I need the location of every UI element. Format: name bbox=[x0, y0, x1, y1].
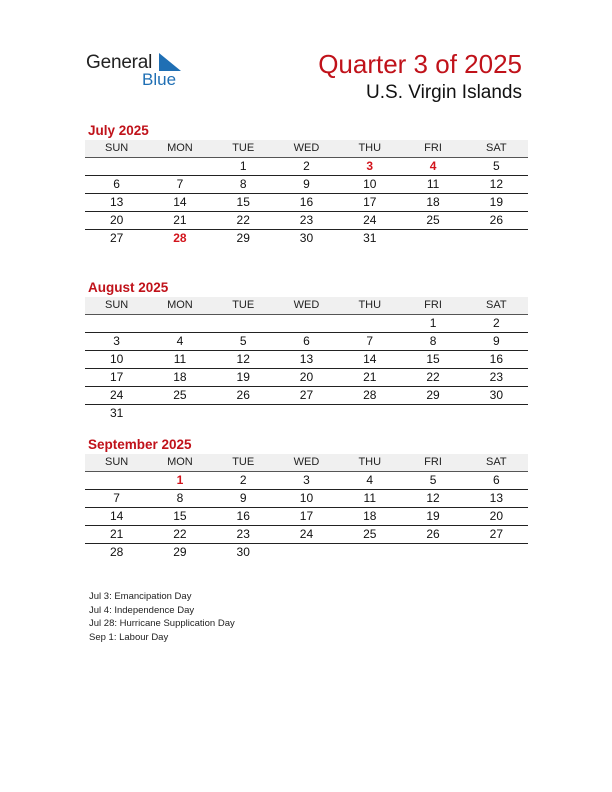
day-cell: 29 bbox=[236, 231, 250, 245]
day-cell: 6 bbox=[492, 473, 500, 487]
empty-day-cell bbox=[275, 315, 338, 332]
day-cell: 22 bbox=[173, 527, 187, 541]
day-cell: 17 bbox=[109, 370, 124, 384]
day-cell: 5 bbox=[239, 334, 247, 348]
day-cell: 7 bbox=[366, 334, 374, 348]
day-cell: 5 bbox=[492, 159, 500, 173]
day-cell: 16 bbox=[236, 509, 250, 523]
day-cell: 24 bbox=[299, 527, 314, 541]
day-cell: 25 bbox=[363, 527, 377, 541]
empty-day-cell bbox=[148, 315, 211, 332]
month-calendar-september bbox=[85, 436, 528, 561]
logo-triangle-icon bbox=[159, 53, 181, 71]
month-calendar-july bbox=[85, 122, 528, 247]
day-cell: 16 bbox=[299, 195, 314, 209]
weekday-label: FRI bbox=[424, 142, 442, 154]
day-cell: 13 bbox=[299, 352, 314, 366]
day-cell: 5 bbox=[429, 473, 437, 487]
day-cell: 21 bbox=[173, 213, 187, 227]
page-title: Quarter 3 of 2025 bbox=[318, 49, 522, 79]
day-cell: 11 bbox=[363, 491, 376, 505]
day-cell: 24 bbox=[109, 388, 124, 402]
empty-day-cell bbox=[401, 230, 464, 247]
weekday-label: TUE bbox=[232, 142, 255, 154]
day-cell: 12 bbox=[489, 177, 503, 191]
day-cell: 20 bbox=[489, 509, 503, 523]
day-cell: 12 bbox=[426, 491, 440, 505]
day-cell: 20 bbox=[299, 370, 314, 384]
day-cell: 3 bbox=[113, 334, 120, 348]
weekday-label: SUN bbox=[105, 142, 129, 154]
day-cell: 22 bbox=[426, 370, 440, 384]
weekday-label: WED bbox=[293, 142, 320, 154]
month-title: July 2025 bbox=[88, 123, 149, 138]
holiday-day-cell: 1 bbox=[176, 473, 184, 487]
empty-day-cell bbox=[465, 230, 528, 247]
day-cell: 22 bbox=[236, 213, 250, 227]
day-cell: 29 bbox=[173, 545, 187, 559]
day-cell: 26 bbox=[426, 527, 440, 541]
empty-day-cell bbox=[401, 544, 464, 561]
day-cell: 17 bbox=[363, 195, 377, 209]
day-cell: 18 bbox=[426, 195, 440, 209]
weekday-label: THU bbox=[358, 299, 382, 311]
day-cell: 10 bbox=[109, 352, 124, 366]
empty-day-cell bbox=[338, 405, 401, 422]
weekday-label: FRI bbox=[424, 299, 442, 311]
empty-day-cell bbox=[212, 315, 275, 332]
weekday-label: THU bbox=[358, 142, 382, 154]
day-cell: 4 bbox=[176, 334, 184, 348]
day-cell: 27 bbox=[299, 388, 314, 402]
empty-day-cell bbox=[148, 158, 211, 175]
day-cell: 30 bbox=[299, 231, 314, 245]
day-cell: 9 bbox=[239, 491, 247, 505]
weekday-label: WED bbox=[293, 299, 320, 311]
day-cell: 14 bbox=[173, 195, 187, 209]
weekday-label: TUE bbox=[232, 456, 255, 468]
day-cell: 2 bbox=[303, 159, 310, 173]
empty-day-cell bbox=[338, 315, 401, 332]
weekday-label: WED bbox=[293, 456, 320, 468]
week-row bbox=[85, 508, 528, 526]
day-cell: 18 bbox=[173, 370, 187, 384]
day-cell: 17 bbox=[299, 509, 314, 523]
week-row bbox=[85, 333, 528, 351]
weekday-label: SAT bbox=[486, 299, 507, 311]
weekday-label: TUE bbox=[232, 299, 255, 311]
month-title: August 2025 bbox=[88, 280, 169, 295]
week-row bbox=[85, 369, 528, 387]
day-cell: 8 bbox=[239, 177, 247, 191]
weeks-grid bbox=[85, 315, 528, 422]
day-cell: 2 bbox=[492, 316, 500, 330]
day-cell: 7 bbox=[113, 491, 120, 505]
day-cell: 8 bbox=[176, 491, 184, 505]
holiday-note: Jul 4: Independence Day bbox=[89, 604, 195, 616]
empty-day-cell bbox=[85, 158, 148, 175]
day-cell: 30 bbox=[236, 545, 250, 559]
empty-day-cell bbox=[275, 544, 338, 561]
day-cell: 24 bbox=[363, 213, 377, 227]
empty-day-cell bbox=[275, 405, 338, 422]
weekday-label: THU bbox=[358, 456, 382, 468]
week-row bbox=[85, 526, 528, 544]
day-cell: 16 bbox=[489, 352, 503, 366]
day-cell: 28 bbox=[363, 388, 377, 402]
weekday-label: MON bbox=[167, 456, 193, 468]
day-cell: 27 bbox=[109, 231, 124, 245]
day-cell: 29 bbox=[426, 388, 440, 402]
week-row bbox=[85, 230, 528, 247]
day-cell: 21 bbox=[363, 370, 377, 384]
empty-day-cell bbox=[148, 405, 211, 422]
holiday-day-cell: 4 bbox=[429, 159, 437, 173]
logo-text-blue: Blue bbox=[142, 70, 177, 89]
day-cell: 13 bbox=[109, 195, 124, 209]
day-cell: 3 bbox=[303, 473, 310, 487]
day-cell: 15 bbox=[173, 509, 187, 523]
holiday-note: Jul 3: Emancipation Day bbox=[89, 591, 192, 602]
month-title: September 2025 bbox=[88, 437, 192, 452]
day-cell: 23 bbox=[489, 370, 503, 384]
day-cell: 6 bbox=[113, 177, 120, 191]
holiday-notes bbox=[89, 590, 235, 644]
week-row bbox=[85, 472, 528, 490]
day-cell: 9 bbox=[492, 334, 500, 348]
day-cell: 14 bbox=[109, 509, 124, 523]
day-cell: 1 bbox=[429, 316, 437, 330]
holiday-day-cell: 28 bbox=[173, 231, 187, 245]
weekday-label: SUN bbox=[105, 456, 129, 468]
holiday-note: Sep 1: Labour Day bbox=[89, 631, 169, 643]
weekday-header bbox=[85, 140, 528, 158]
day-cell: 19 bbox=[426, 509, 440, 523]
day-cell: 10 bbox=[299, 491, 314, 505]
holiday-day-cell: 3 bbox=[366, 159, 374, 173]
logo-text-general: General bbox=[86, 52, 153, 73]
day-cell: 8 bbox=[429, 334, 437, 348]
day-cell: 2 bbox=[239, 473, 247, 487]
day-cell: 23 bbox=[299, 213, 314, 227]
day-cell: 28 bbox=[109, 545, 124, 559]
empty-day-cell bbox=[465, 405, 528, 422]
week-row bbox=[85, 158, 528, 176]
empty-day-cell bbox=[85, 315, 148, 332]
weekday-label: MON bbox=[167, 142, 193, 154]
day-cell: 31 bbox=[109, 406, 124, 420]
day-cell: 11 bbox=[426, 177, 440, 191]
week-row bbox=[85, 405, 528, 422]
weekday-label: SUN bbox=[105, 299, 129, 311]
day-cell: 4 bbox=[366, 473, 374, 487]
day-cell: 25 bbox=[426, 213, 440, 227]
empty-day-cell bbox=[338, 544, 401, 561]
day-cell: 7 bbox=[176, 177, 184, 191]
week-row bbox=[85, 212, 528, 230]
day-cell: 27 bbox=[489, 527, 503, 541]
day-cell: 30 bbox=[489, 388, 503, 402]
empty-day-cell bbox=[401, 405, 464, 422]
day-cell: 23 bbox=[236, 527, 250, 541]
page-subtitle: U.S. Virgin Islands bbox=[366, 82, 522, 103]
generalblue-logo bbox=[86, 52, 196, 92]
day-cell: 21 bbox=[109, 527, 124, 541]
day-cell: 19 bbox=[489, 195, 503, 209]
day-cell: 15 bbox=[426, 352, 440, 366]
empty-day-cell bbox=[465, 544, 528, 561]
weekday-header bbox=[85, 297, 528, 315]
month-calendar-august bbox=[85, 279, 528, 422]
day-cell: 31 bbox=[363, 231, 377, 245]
day-cell: 10 bbox=[363, 177, 377, 191]
empty-day-cell bbox=[85, 472, 148, 489]
day-cell: 1 bbox=[239, 159, 247, 173]
empty-day-cell bbox=[212, 405, 275, 422]
week-row bbox=[85, 490, 528, 508]
week-row bbox=[85, 544, 528, 561]
weekday-header bbox=[85, 454, 528, 472]
weekday-label: SAT bbox=[486, 142, 507, 154]
week-row bbox=[85, 194, 528, 212]
day-cell: 26 bbox=[236, 388, 250, 402]
week-row bbox=[85, 176, 528, 194]
day-cell: 11 bbox=[173, 352, 187, 366]
day-cell: 18 bbox=[363, 509, 377, 523]
day-cell: 6 bbox=[303, 334, 310, 348]
week-row bbox=[85, 387, 528, 405]
weeks-grid bbox=[85, 472, 528, 561]
day-cell: 9 bbox=[303, 177, 310, 191]
day-cell: 13 bbox=[489, 491, 503, 505]
day-cell: 20 bbox=[109, 213, 124, 227]
day-cell: 19 bbox=[236, 370, 250, 384]
week-row bbox=[85, 351, 528, 369]
weekday-label: SAT bbox=[486, 456, 507, 468]
day-cell: 25 bbox=[173, 388, 187, 402]
weeks-grid bbox=[85, 158, 528, 247]
day-cell: 12 bbox=[236, 352, 250, 366]
day-cell: 14 bbox=[363, 352, 377, 366]
weekday-label: FRI bbox=[424, 456, 442, 468]
weekday-label: MON bbox=[167, 299, 193, 311]
day-cell: 26 bbox=[489, 213, 503, 227]
week-row bbox=[85, 315, 528, 333]
holiday-note: Jul 28: Hurricane Supplication Day bbox=[89, 618, 235, 629]
day-cell: 15 bbox=[236, 195, 250, 209]
